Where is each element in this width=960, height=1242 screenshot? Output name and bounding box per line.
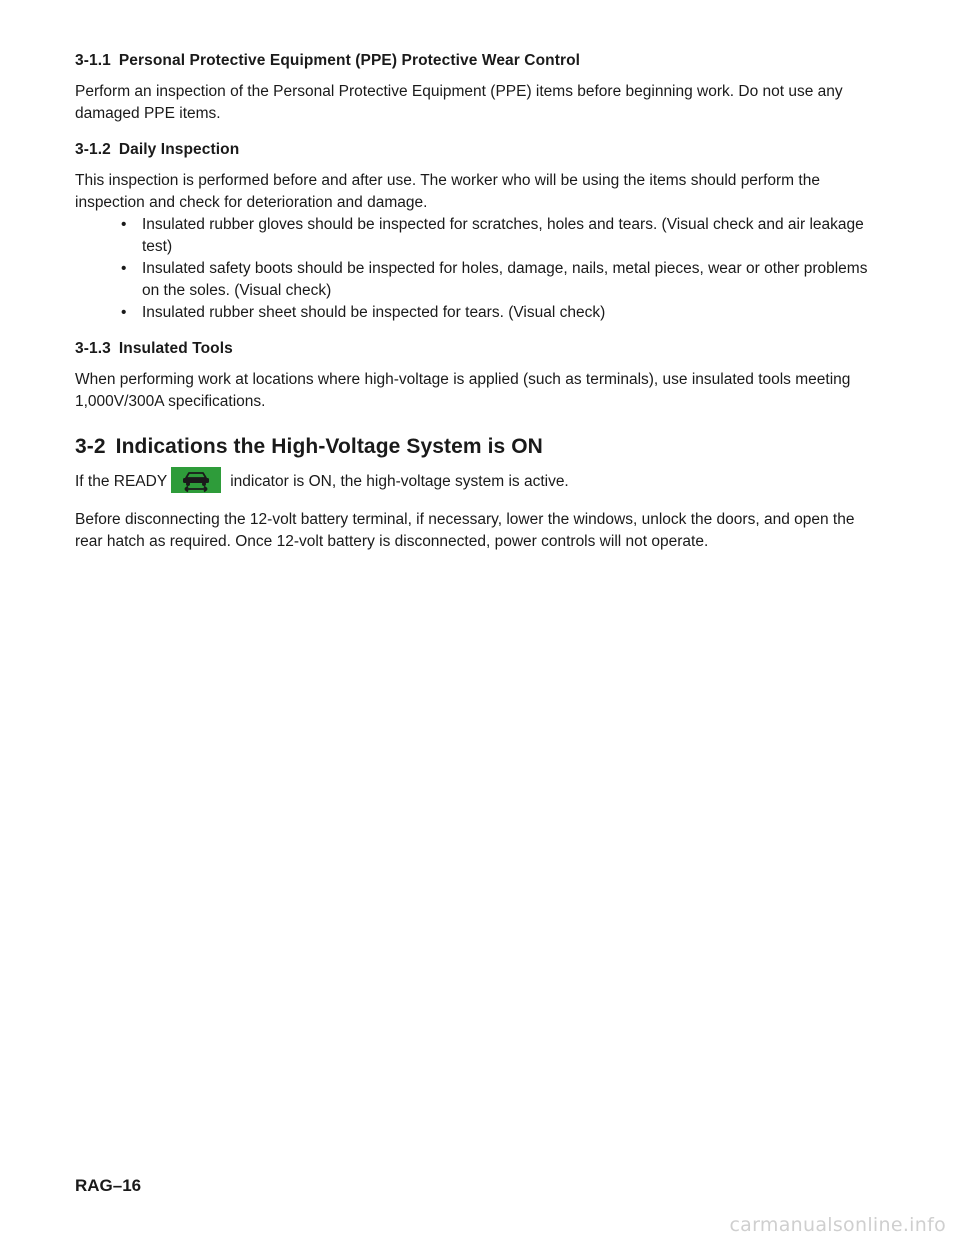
list-item-text: Insulated rubber sheet should be inspected for tears. (Visual check)	[142, 304, 606, 321]
bullet-icon: •	[121, 216, 127, 233]
ready-car-arrows-icon	[171, 467, 221, 493]
section-title: Indications the High-Voltage System is ON	[115, 435, 543, 458]
section-3-1-2-heading	[75, 141, 885, 159]
section-number: 3-1.1	[75, 52, 111, 69]
bullet-icon: •	[121, 260, 127, 277]
list-item	[75, 258, 885, 302]
list-item-text: Insulated rubber gloves should be inspected for scratches, holes and tears. (Visual check and air leakage test)	[142, 216, 864, 255]
watermark: carmanualsonline.info	[729, 1214, 946, 1236]
ready-text-before: If the READY	[75, 473, 168, 491]
section-title: Insulated Tools	[118, 340, 233, 357]
bullet-icon: •	[121, 304, 127, 321]
section-number: 3-1.3	[75, 340, 111, 357]
list-item	[75, 214, 885, 258]
inspection-bullet-list	[75, 214, 885, 324]
list-item	[75, 302, 885, 324]
list-item-text: Insulated safety boots should be inspected for holes, damage, nails, metal pieces, wear or other problems on the soles. (Visual check)	[142, 260, 868, 299]
section-3-1-1-body: Perform an inspection of the Personal Protective Equipment (PPE) items before beginning work. Do not use any damaged PPE items.	[75, 83, 843, 122]
ready-indicator-paragraph	[75, 471, 885, 493]
ready-text-after: indicator is ON, the high-voltage system is active.	[230, 473, 569, 491]
section-3-1-3-body: When performing work at locations where high-voltage is applied (such as terminals), use insulated tools meeting 1,000V/300A specifications.	[75, 371, 851, 410]
section-number: 3-1.2	[75, 141, 111, 158]
section-title: Personal Protective Equipment (PPE) Protective Wear Control	[118, 52, 581, 69]
section-3-2-body: Before disconnecting the 12-volt battery terminal, if necessary, lower the windows, unlock the doors, and open the rear hatch as required. Once 12-volt battery is disconnected, power controls will not operate.	[75, 511, 855, 551]
section-3-2-heading	[75, 435, 885, 459]
document-page	[75, 52, 885, 569]
section-3-1-2-body: This inspection is performed before and after use. The worker who will be using the items should perform the inspection and check for deterioration and damage.	[75, 172, 820, 211]
section-number: 3-2	[75, 435, 106, 458]
section-title: Daily Inspection	[118, 141, 240, 158]
page-number: RAG–16	[75, 1176, 142, 1195]
section-3-1-3-heading	[75, 340, 885, 358]
section-3-1-1-heading	[75, 52, 885, 70]
